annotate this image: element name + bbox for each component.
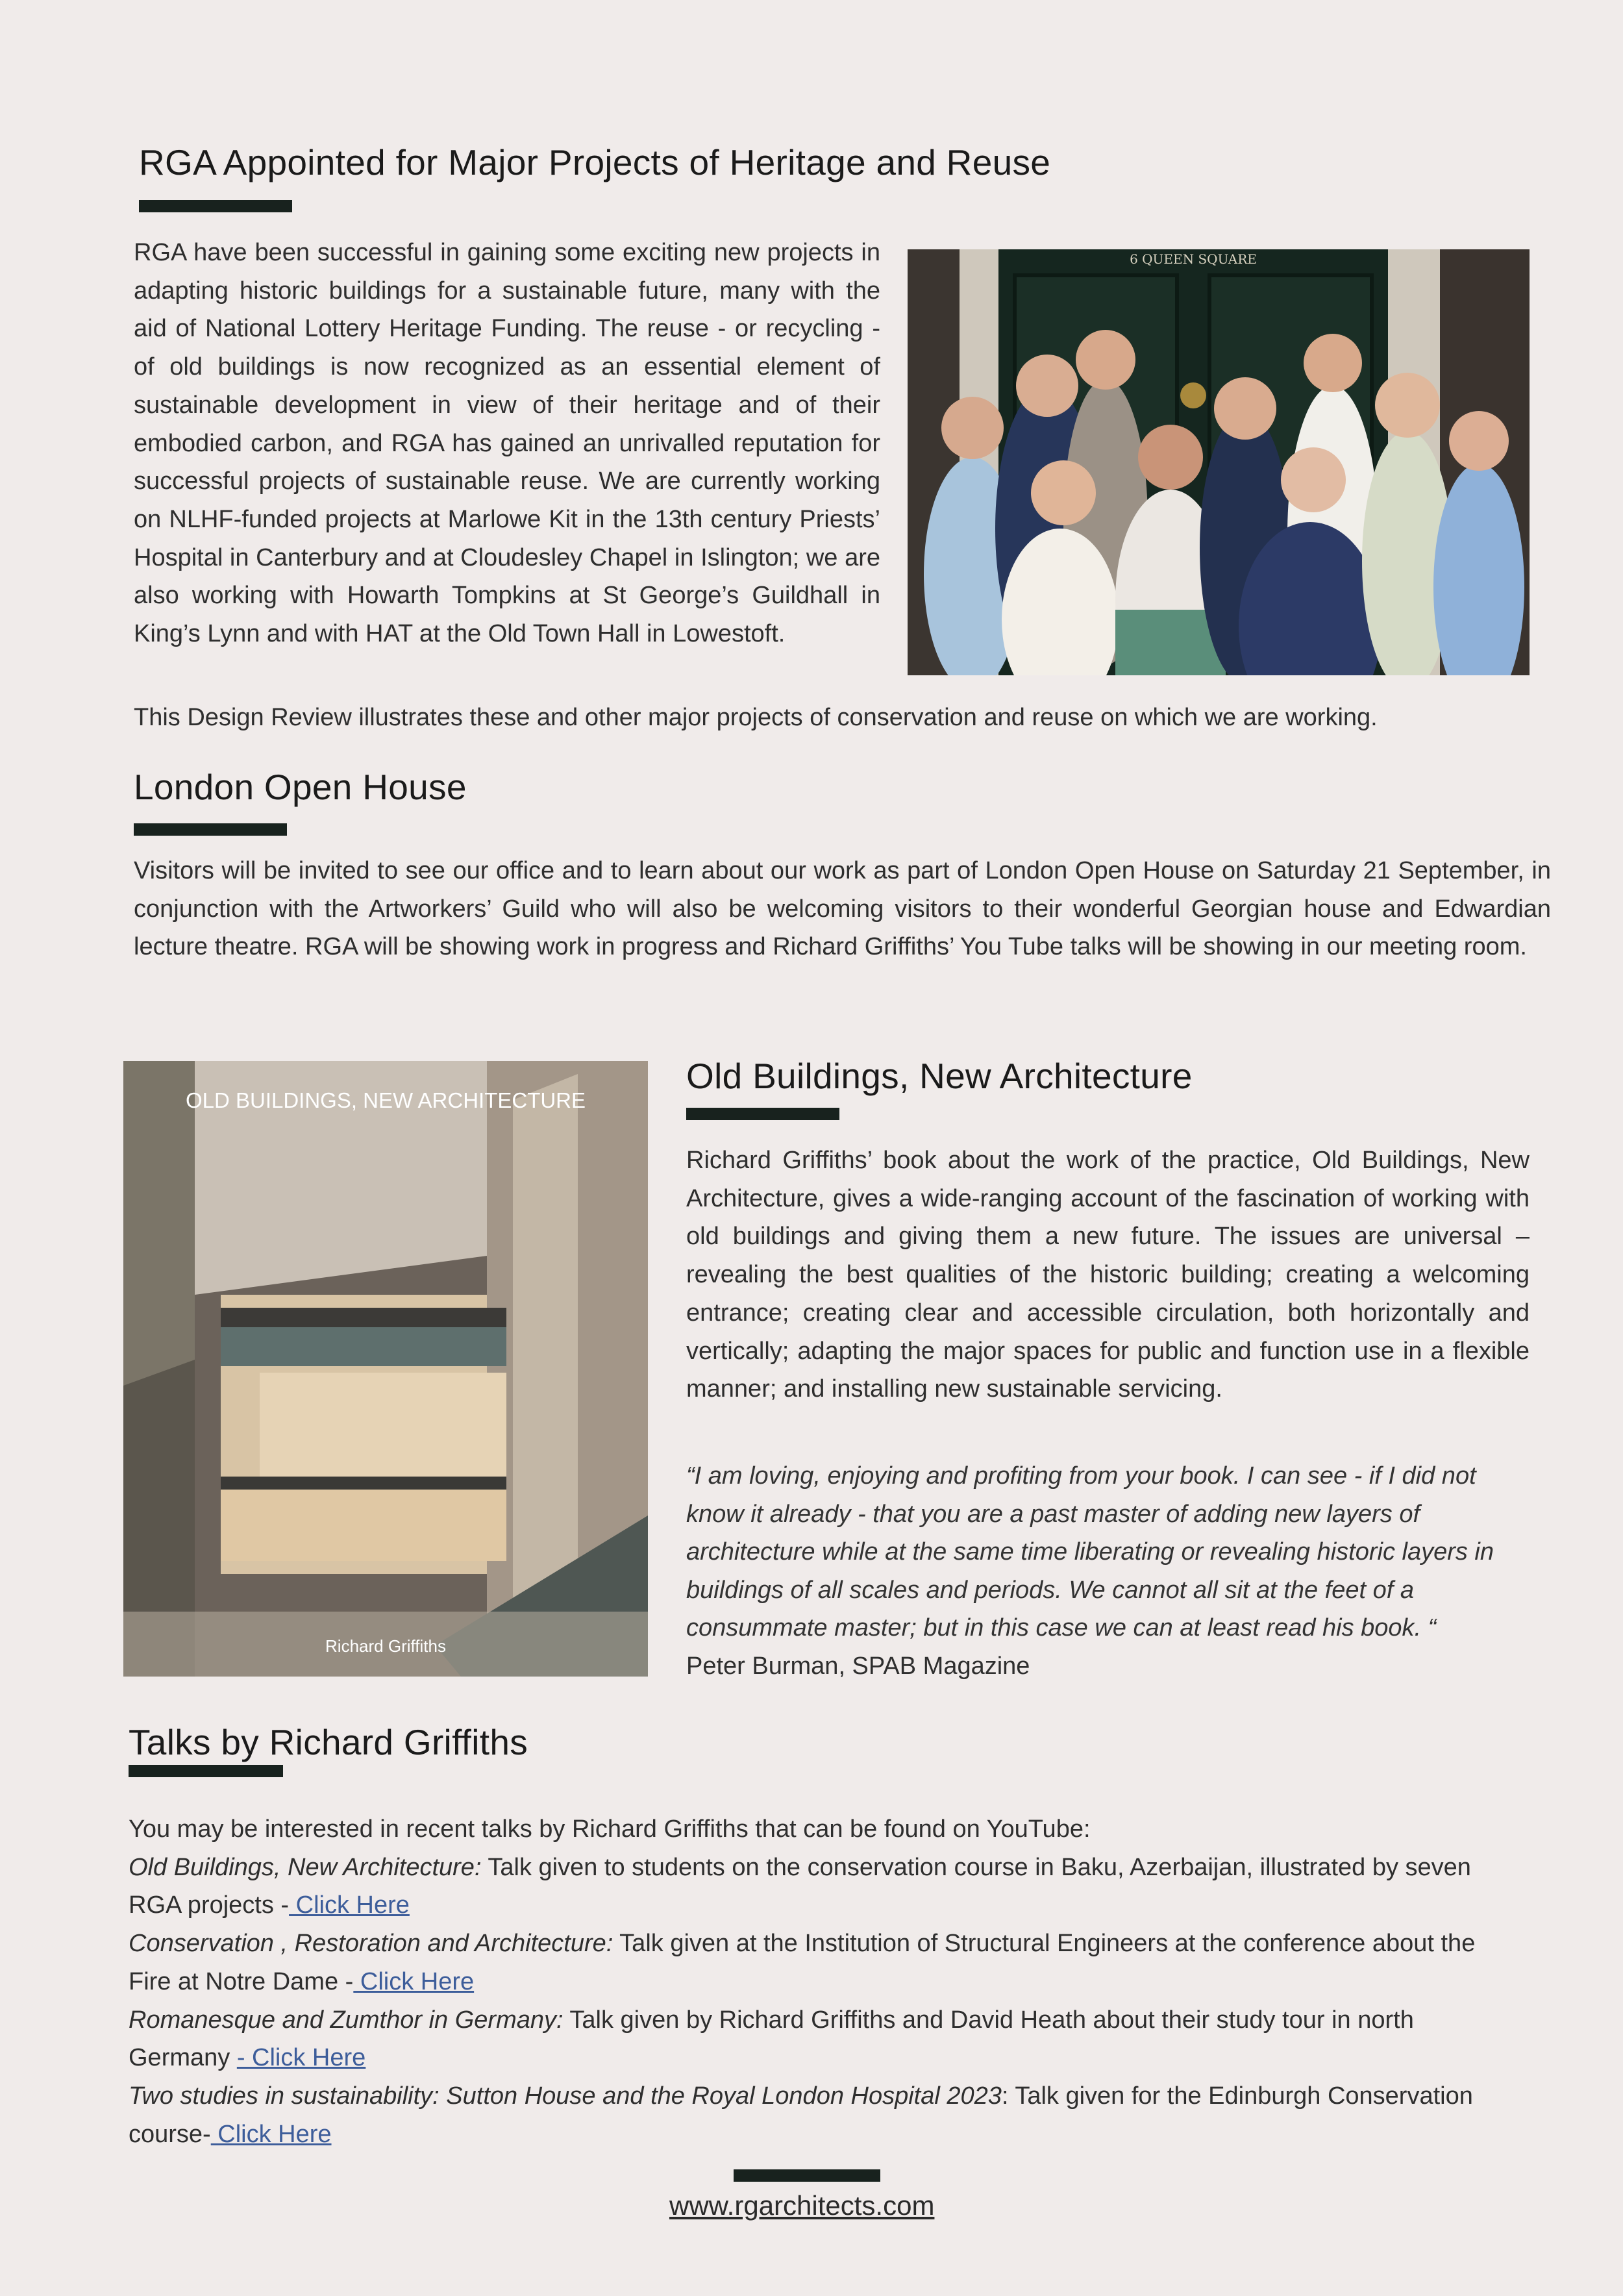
website-link[interactable]: www.rgarchitects.com — [669, 2190, 935, 2221]
talk-title: Old Buildings, New Architecture: — [129, 1853, 482, 1881]
section-title-talks: Talks by Richard Griffiths — [129, 1722, 528, 1762]
talks-list — [129, 1810, 1511, 2153]
talks-intro: You may be interested in recent talks by Richard Griffiths that can be found on YouTube: — [129, 1816, 1091, 1843]
talk-description: Talk given by Richard Griffiths and David Heath about their study tour in north Germany — [129, 2006, 1414, 2072]
talk-item — [129, 1849, 1511, 1925]
heritage-body-text: RGA have been successful in gaining some exciting new projects in adapting historic buildings for a sustainable future, many with the aid of National Lottery Heritage Funding. The reuse - or recycling - of old buildings is now recognized as an essential element of sustainable development in view of their heritage and of their embodied carbon, and RGA has gained an unrivalled reputation for successful projects of sustainable reuse. We are currently working on NLHF-funded projects at Marlowe Kit in the 13th century Priests’ Hospital in Canterbury and at Cloudesley Chapel in Islington; we are also working with Howarth Tompkins at St George’s Guildhall in King’s Lynn and with HAT at the Old Town Hall in Lowestoft. — [134, 239, 880, 648]
title-underline-bar — [134, 823, 287, 836]
talk-description: : Talk given for the Edinburgh Conservation course- — [129, 2082, 1473, 2148]
talk-item — [129, 1925, 1511, 2001]
section-title-old-buildings: Old Buildings, New Architecture — [686, 1056, 1193, 1096]
talk-click-here-link[interactable]: - Click Here — [236, 2044, 366, 2072]
talk-click-here-link[interactable]: Click Here — [210, 2120, 332, 2148]
title-underline-bar — [129, 1765, 283, 1777]
talk-description: Talk given at the Institution of Structural Engineers at the conference about the Fire at Notre Dame - — [129, 1930, 1476, 1995]
book-cover-image — [123, 1061, 648, 1677]
book-review-quote: “I am loving, enjoying and profiting from your book. I can see - if I did not know it already - that you are a past master of adding new layers of architecture while at the same time liberating or revealing historic layers in buildings of all scales and periods. We cannot all sit at the feet of a consummate master; but in this case we can at least read his book. “ — [686, 1462, 1494, 1641]
talk-title: Conservation , Restoration and Architecture: — [129, 1930, 613, 1958]
talk-description: Talk given to students on the conservation course in Baku, Azerbaijan, illustrated by seven RGA projects - — [129, 1853, 1471, 1919]
section-title-open-house: London Open House — [134, 767, 467, 807]
talk-title: Two studies in sustainability: Sutton House and the Royal London Hospital 2023 — [129, 2082, 1002, 2110]
team-photo — [908, 249, 1530, 675]
quote-source: Peter Burman, SPAB Magazine — [686, 1653, 1030, 1680]
door-sign-text: 6 QUEEN SQUARE — [1130, 251, 1257, 267]
footer-bar — [734, 2169, 880, 2182]
heritage-closing-text: This Design Review illustrates these and other major projects of conservation and reuse on which we are working. — [134, 704, 1378, 731]
talk-item — [129, 2001, 1511, 2077]
talk-item — [129, 2077, 1511, 2153]
talk-title: Romanesque and Zumthor in Germany: — [129, 2006, 564, 2034]
talk-click-here-link[interactable]: Click Here — [289, 1891, 410, 1919]
talk-click-here-link[interactable]: Click Here — [353, 1967, 475, 1995]
book-body-text: Richard Griffiths’ book about the work of the practice, Old Buildings, New Architecture, gives a wide-ranging account of the fascination of working with old buildings and giving them a new future. The issues are universal – revealing the best qualities of the historic building; creating a welcoming entrance; creating clear and accessible circulation, both horizontally and vertically; adapting the major spaces for public and function use in a flexible manner; and installing new sustainable servicing. — [686, 1147, 1530, 1403]
title-underline-bar — [139, 200, 292, 212]
open-house-body-text: Visitors will be invited to see our office and to learn about our work as part of London Open House on Saturday 21 September, in conjunction with the Artworkers’ Guild who will also be welcoming visitors to their wonderful Georgian house and Edwardian lecture theatre. RGA will be showing work in progress and Richard Griffiths’ You Tube talks will be showing in our meeting room. — [134, 857, 1551, 961]
section-title-heritage: RGA Appointed for Major Projects of Heritage and Reuse — [139, 142, 1051, 182]
book-cover-title: OLD BUILDINGS, NEW ARCHITECTURE — [185, 1088, 586, 1112]
book-cover-author: Richard Griffiths — [325, 1636, 446, 1656]
title-underline-bar — [686, 1108, 839, 1120]
